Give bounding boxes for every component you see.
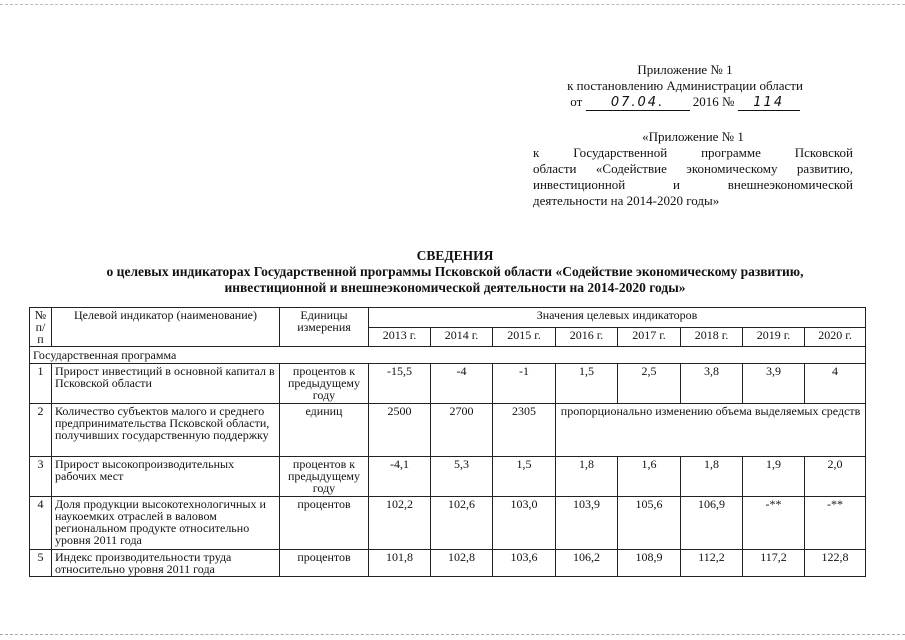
row-indicator: Индекс производительности труда относительно уровня 2011 года (52, 550, 280, 577)
table-row (30, 364, 866, 404)
row-value: -4 (431, 364, 493, 404)
indicators-table (29, 307, 866, 577)
section-label: Государственная программа (30, 347, 866, 364)
row-unit: процентов (280, 497, 369, 550)
header-year: 2013 г. (369, 327, 431, 347)
row-value: -** (743, 497, 805, 550)
header-num: № п/п (30, 308, 52, 347)
row-value: 2500 (369, 404, 431, 457)
row-value: 103,0 (493, 497, 556, 550)
appendix2-line2: к Государственной программе Псковской (533, 145, 853, 160)
row-indicator: Прирост высокопроизводительных рабочих мест (52, 457, 280, 497)
row-value: 2,0 (805, 457, 866, 497)
row-indicator: Прирост инвестиций в основной капитал в Псковской области (52, 364, 280, 404)
title-line1: о целевых индикаторах Государственной программы Псковской области «Содействие экономическому развитию, (106, 264, 804, 279)
header-values: Значения целевых индикаторов (369, 308, 866, 328)
appendix-date-line (540, 94, 830, 111)
title-line2: инвестиционной и внешнеэкономической деятельности на 2014-2020 годы» (224, 280, 686, 295)
date-prefix: от (570, 94, 583, 109)
bottom-scan-edge (0, 634, 905, 635)
appendix2-line5: деятельности на 2014-2020 годы» (533, 193, 720, 208)
row-value: 106,2 (556, 550, 618, 577)
year-number-label: 2016 № (692, 94, 735, 109)
row-value: -15,5 (369, 364, 431, 404)
appendix-line2: к постановлению Администрации области (567, 78, 803, 93)
document-title (40, 248, 870, 296)
row-indicator: Количество субъектов малого и среднего предпринимательства Псковской области, получивших государственную поддержку (52, 404, 280, 457)
row-value: 1,9 (743, 457, 805, 497)
row-value: 2305 (493, 404, 556, 457)
row-unit: процентов к предыдущему году (280, 364, 369, 404)
row-value: 102,2 (369, 497, 431, 550)
row-value: 3,8 (681, 364, 743, 404)
row-num: 4 (30, 497, 52, 550)
header-indicator: Целевой индикатор (наименование) (52, 308, 280, 347)
table-row (30, 404, 866, 457)
header-year: 2016 г. (556, 327, 618, 347)
row-value: 1,5 (493, 457, 556, 497)
row-num: 2 (30, 404, 52, 457)
row-value: 103,9 (556, 497, 618, 550)
row-value: 102,8 (431, 550, 493, 577)
header-year: 2018 г. (681, 327, 743, 347)
row-value: -** (805, 497, 866, 550)
handwritten-number: 114 (738, 96, 800, 111)
appendix2-line1: «Приложение № 1 (642, 129, 744, 144)
table-row (30, 497, 866, 550)
row-value: 102,6 (431, 497, 493, 550)
row-value: 106,9 (681, 497, 743, 550)
row-merged-note: пропорционально изменению объема выделяемых средств (556, 404, 866, 457)
table-row (30, 457, 866, 497)
row-value: 3,9 (743, 364, 805, 404)
appendix-line1: Приложение № 1 (637, 62, 733, 77)
appendix2-block (533, 129, 853, 209)
header-year: 2020 г. (805, 327, 866, 347)
row-value: 1,8 (556, 457, 618, 497)
row-value: 108,9 (618, 550, 681, 577)
handwritten-date: 07.04. (586, 96, 690, 111)
row-value: 2700 (431, 404, 493, 457)
row-value: 101,8 (369, 550, 431, 577)
row-num: 3 (30, 457, 52, 497)
row-value: 2,5 (618, 364, 681, 404)
header-row (30, 308, 866, 328)
header-unit: Единицы измерения (280, 308, 369, 347)
row-num: 1 (30, 364, 52, 404)
table-row (30, 550, 866, 577)
appendix2-line3: области «Содействие экономическому развитию, (533, 161, 853, 176)
row-value: 105,6 (618, 497, 681, 550)
row-value: 1,5 (556, 364, 618, 404)
row-value: -1 (493, 364, 556, 404)
header-year: 2017 г. (618, 327, 681, 347)
row-num: 5 (30, 550, 52, 577)
row-value: 103,6 (493, 550, 556, 577)
row-value: 1,8 (681, 457, 743, 497)
row-unit: процентов к предыдущему году (280, 457, 369, 497)
section-row (30, 347, 866, 364)
header-year: 2015 г. (493, 327, 556, 347)
header-year: 2014 г. (431, 327, 493, 347)
row-unit: процентов (280, 550, 369, 577)
appendix-block (540, 62, 830, 111)
row-unit: единиц (280, 404, 369, 457)
row-value: 112,2 (681, 550, 743, 577)
row-value: 117,2 (743, 550, 805, 577)
row-value: -4,1 (369, 457, 431, 497)
row-value: 1,6 (618, 457, 681, 497)
row-value: 5,3 (431, 457, 493, 497)
header-year: 2019 г. (743, 327, 805, 347)
row-indicator: Доля продукции высокотехнологичных и наукоемких отраслей в валовом региональном продукте относительно уровня 2011 года (52, 497, 280, 550)
row-value: 122,8 (805, 550, 866, 577)
row-value: 4 (805, 364, 866, 404)
appendix2-line4: инвестиционной и внешнеэкономической (533, 177, 853, 192)
top-scan-edge (0, 4, 905, 5)
title-heading: СВЕДЕНИЯ (416, 248, 494, 263)
